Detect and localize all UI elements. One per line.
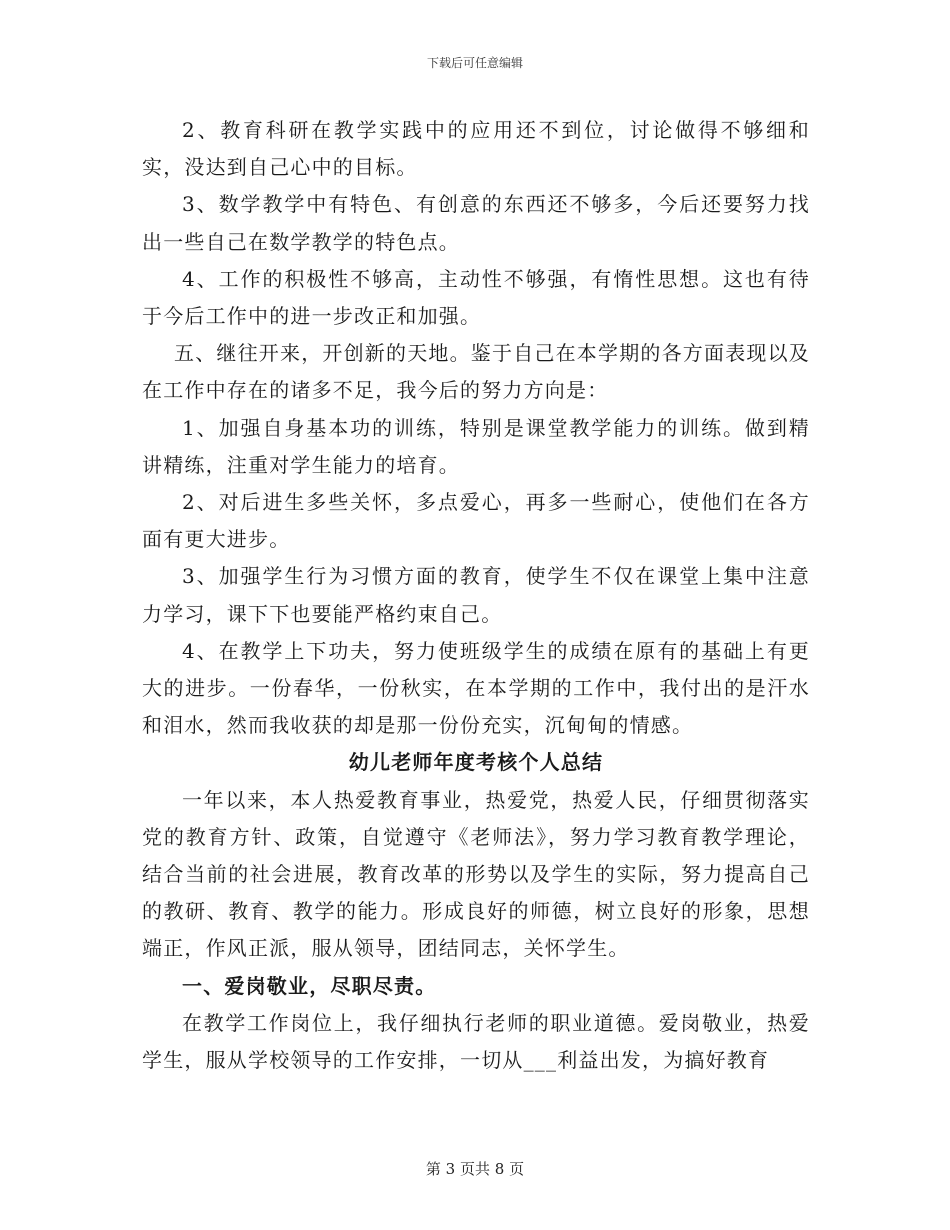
- paragraph-care-students: 2、对后进生多些关怀，多点爱心，再多一些耐心，使他们在各方面有更大进步。: [142, 490, 810, 552]
- paragraph-post: 在教学工作岗位上，我仔细执行老师的职业道德。爱岗敬业，热爱学生，服从学校领导的工作安排，一切从___利益出发，为搞好教育: [142, 1010, 810, 1073]
- section-heading: 一、爱岗敬业，尽职尽责。: [182, 973, 437, 998]
- paragraph-future-direction: 五、继往开来，开创新的天地。鉴于自己在本学期的各方面表现以及在工作中存在的诸多不足，我今后的努力方向是：: [142, 341, 810, 403]
- paragraph-progress: 4、在教学上下功夫，努力使班级学生的成绩在原有的基础上有更大的进步。一份春华，一份秋实，在本学期的工作中，我付出的是汗水和泪水，然而我收获的却是那一份份充实，沉甸甸的情感。: [142, 638, 810, 738]
- paragraph-research: 2、教育科研在教学实践中的应用还不到位，讨论做得不够细和实，没达到自己心中的目标。: [142, 118, 810, 180]
- section-title: 幼儿老师年度考核个人总结: [348, 750, 604, 775]
- paragraph-habits: 3、加强学生行为习惯方面的教育，使学生不仅在课堂上集中注意力学习，课下下也要能严格约束自己。: [142, 564, 810, 626]
- document-body: [142, 112, 810, 1079]
- page-header: 下载后可任意编辑: [426, 56, 523, 70]
- paragraph-initiative: 4、工作的积极性不够高，主动性不够强，有惰性思想。这也有待于今后工作中的进一步改正和加强。: [142, 266, 810, 329]
- page-footer: 第 3 页共 8 页: [425, 1160, 525, 1178]
- paragraph-basic-skills: 1、加强自身基本功的训练，特别是课堂教学能力的训练。做到精讲精练，注重对学生能力的培育。: [142, 415, 810, 477]
- paragraph-intro: 一年以来，本人热爱教育事业，热爱党，热爱人民，仔细贯彻落实党的教育方针、政策，自觉遵守《老师法》，努力学习教育教学理论，结合当前的社会进展，教育改革的形势以及学生的实际，努力提高自己的教研、教育、教学的能力。形成良好的师德，树立良好的形象，思想端正，作风正派，服从领导，团结同志，关怀学生。: [142, 787, 810, 961]
- paragraph-features: 3、数学教学中有特色、有创意的东西还不够多，今后还要努力找出一些自己在数学教学的特色点。: [142, 192, 810, 254]
